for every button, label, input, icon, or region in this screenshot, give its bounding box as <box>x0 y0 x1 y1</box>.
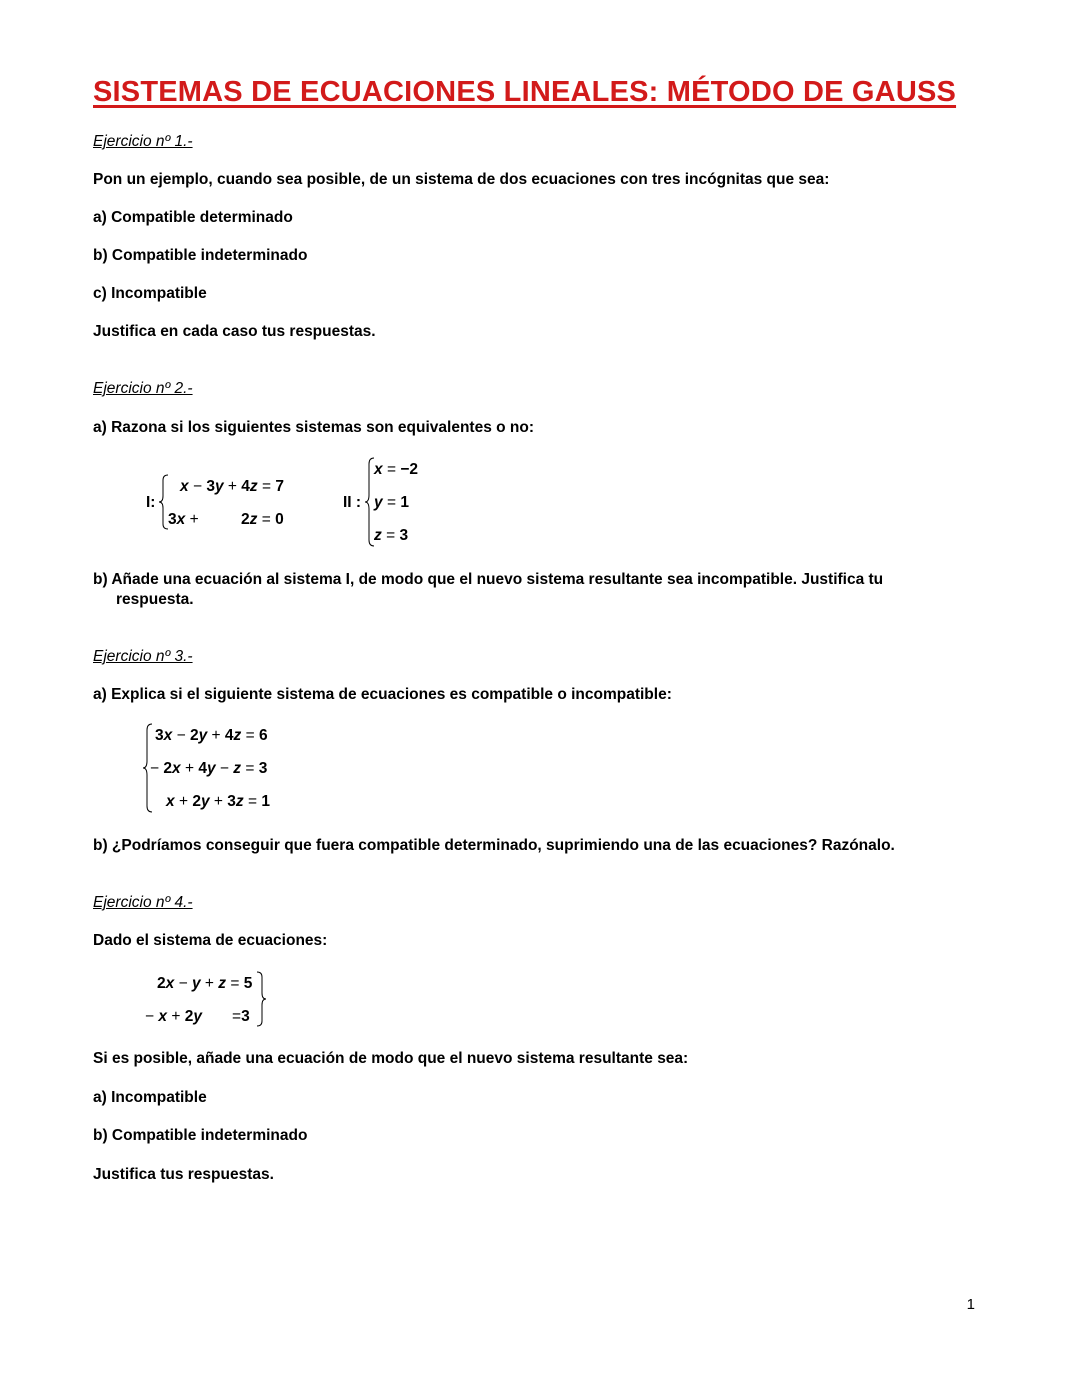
system-4-equation-2-rhs: =3 <box>232 1008 250 1025</box>
exercise-4-intro: Dado el sistema de ecuaciones: <box>93 932 328 949</box>
system-2-equation-3: z = 3 <box>374 527 409 544</box>
system-3-equation-3: x + 2y + 3z = 1 <box>166 793 270 810</box>
system-2-label: II : <box>343 494 362 511</box>
system-4-equation-1: 2x − y + z = 5 <box>157 975 253 992</box>
exercise-3-heading: Ejercicio nº 3.- <box>93 648 193 665</box>
system-3-equation-1: 3x − 2y + 4z = 6 <box>155 727 268 744</box>
system-2-equation-1: x = −2 <box>374 461 418 478</box>
exercise-2-item-a: a) Razona si los siguientes sistemas son equivalentes o no: <box>93 419 535 436</box>
exercise-4-heading: Ejercicio nº 4.- <box>93 894 193 911</box>
exercise-1-heading: Ejercicio nº 1.- <box>93 133 193 150</box>
exercise-4-task: Si es posible, añade una ecuación de modo que el nuevo sistema resultante sea: <box>93 1050 689 1067</box>
system-3-equation-2: − 2x + 4y − z = 3 <box>150 760 268 777</box>
exercise-3-item-a: a) Explica si el siguiente sistema de ecuaciones es compatible o incompatible: <box>93 686 672 703</box>
page-title: SISTEMAS DE ECUACIONES LINEALES: MÉTODO DE GAUSS <box>93 76 957 108</box>
system-1-equation-2: 3x + <box>168 511 199 528</box>
exercise-4-closing: Justifica tus respuestas. <box>93 1166 274 1183</box>
exercise-1-closing: Justifica en cada caso tus respuestas. <box>93 323 376 340</box>
right-brace-icon <box>256 971 268 1027</box>
exercise-3-item-b: b) ¿Podríamos conseguir que fuera compatible determinado, suprimiendo una de las ecuaciones? Razónalo. <box>93 837 895 854</box>
exercise-1-item-a: a) Compatible determinado <box>93 209 293 226</box>
system-1-label: I: <box>146 494 156 511</box>
system-1-equation-1: x − 3y + 4z = 7 <box>180 478 284 495</box>
page-number: 1 <box>966 1296 975 1313</box>
system-1-equation-2-rhs: 2z = 0 <box>241 511 284 528</box>
exercise-2-heading: Ejercicio nº 2.- <box>93 380 193 397</box>
exercise-1-item-c: c) Incompatible <box>93 285 207 302</box>
exercise-2-item-b: b) Añade una ecuación al sistema I, de modo que el nuevo sistema resultante sea incompatible. Justifica tu <box>93 571 884 588</box>
exercise-2-item-b-cont: respuesta. <box>116 591 194 608</box>
exercise-1-item-b: b) Compatible indeterminado <box>93 247 308 264</box>
exercise-1-intro: Pon un ejemplo, cuando sea posible, de un sistema de dos ecuaciones con tres incógnitas que sea: <box>93 171 830 188</box>
system-2-equation-2: y = 1 <box>374 494 409 511</box>
exercise-4-item-b: b) Compatible indeterminado <box>93 1127 308 1144</box>
system-4-equation-2: − x + 2y <box>145 1008 202 1025</box>
exercise-4-item-a: a) Incompatible <box>93 1089 207 1106</box>
